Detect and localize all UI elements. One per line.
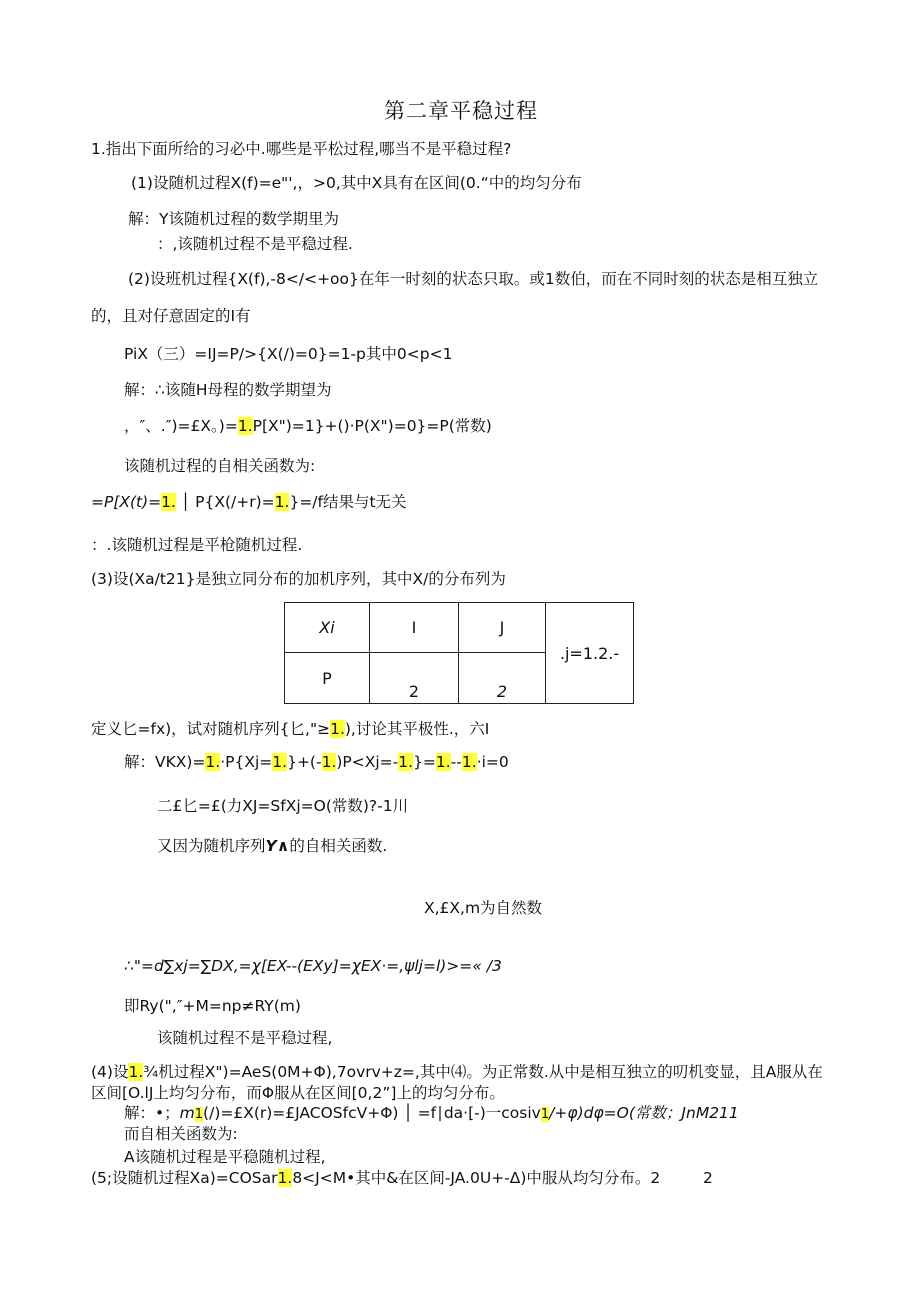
sol-g: ·i=0 <box>476 753 509 771</box>
table-cell: J <box>459 603 546 653</box>
definition-part-b: ),讨论其平极性.，六I <box>344 720 490 738</box>
sol-b: ·P{Xj= <box>220 753 273 771</box>
intro-c: 的自相关函数. <box>289 837 388 855</box>
page-title: 第二章平稳过程 <box>384 99 538 123</box>
part3-conclusion: 该随机过程不是平稳过程, <box>157 1029 333 1047</box>
part3-natural-numbers: X,£X,m为自然数 <box>424 899 543 917</box>
part1-solution-line2: ：,该随机过程不是平稳过程. <box>157 235 353 253</box>
table-cell: I <box>370 603 459 653</box>
stmt-b: 8<J<M•其中&在区间-JA.0U+-Δ)中服从均匀分布。2 <box>292 1169 661 1187</box>
part4-solution <box>124 1103 739 1125</box>
question-1: 1.指出下面所给的习必中.哪些是平松过程,哪当不是平稳过程? <box>91 140 512 158</box>
part5-statement <box>91 1168 660 1188</box>
sol-e: }= <box>413 753 436 771</box>
highlight-mark: 1. <box>161 493 176 511</box>
part4-autocorr-label: 而自相关函数为: <box>124 1125 238 1143</box>
highlight-mark: 1 <box>540 1107 550 1122</box>
distribution-table <box>284 602 634 704</box>
stmt-a: (4)设 <box>91 1063 129 1081</box>
fraction-denominator: 2 <box>496 681 508 701</box>
part2-statement-line2: 的，且对仔意固定的I有 <box>91 307 251 325</box>
auto-part-b: │ P{X(/+r)= <box>175 493 275 511</box>
highlight-mark: 1. <box>330 720 345 738</box>
table-cell: .j=1.2.- <box>546 603 634 704</box>
part4-statement-line2: 区间[O.lJ上均匀分布，而Φ服从在区间[0,2”]上的均匀分布。 <box>91 1084 505 1102</box>
highlight-mark: 1. <box>128 1063 144 1081</box>
fraction-denominator: 2 <box>408 681 420 701</box>
sol-c: /+φ)dφ=O(常数；JnM211 <box>549 1104 739 1122</box>
stmt-b: ¾机过程X")=AeS(0M+Φ),7ovrv+z=,其中⑷。为正常数.从中是相互独立的叨机变显，且A服从在 <box>143 1063 823 1081</box>
auto-part-a: =P[X(t)= <box>91 493 162 511</box>
part3-autocorr-intro <box>157 836 387 856</box>
sol-b: (/)=£X(r)=£JACOSfcV+Φ) │ =f∣da·[-)一cosiv <box>203 1104 541 1122</box>
highlight-mark: 1. <box>237 417 253 435</box>
stmt-a: (5;设随机过程Xa)=COSar <box>91 1169 278 1187</box>
highlight-mark: 1. <box>272 753 288 771</box>
part3-definition <box>91 719 489 739</box>
intro-a: 又因为随机序列 <box>157 837 266 855</box>
definition-part-a: 定义匕=fx)，试对随机序列{匕,"≥ <box>91 720 331 738</box>
auto-part-c: }=/f结果与t无关 <box>289 493 407 511</box>
part4-conclusion: A该随机过程是平稳随机过程, <box>124 1148 326 1166</box>
part2-expectation <box>124 416 492 436</box>
part2-statement-line1: (2)设班机过程{X(f),-8</<+oo}在年一时刻的状态只取。或1数伯，而在不同时刻的状态是相互独立 <box>128 270 819 288</box>
part1-solution-line1: 解：Y该随机过程的数学期里为 <box>128 210 339 228</box>
sol-a: 解：•； <box>124 1104 180 1122</box>
part2-probability: PiX（三）=IJ=P/>{X(/)=0}=1-p其中0<p<1 <box>124 345 453 363</box>
highlight-mark: 1. <box>461 753 477 771</box>
highlight-mark: 1. <box>205 753 221 771</box>
table-cell: P <box>285 653 370 704</box>
highlight-mark: 1. <box>398 753 414 771</box>
intro-b: Y∧ <box>265 837 290 855</box>
part3-ry: 即Ry(",″+M=np≠RY(m) <box>124 997 301 1015</box>
highlight-mark: 1. <box>277 1169 293 1187</box>
table-row <box>285 603 634 653</box>
part5-trailing-digit: 2 <box>703 1169 713 1187</box>
sol-d: )P<Xj=- <box>336 753 399 771</box>
part3-expectation: 二£匕=£(力XJ=SfXj=O(常数)?-1川 <box>157 797 409 815</box>
part3-statement: (3)设(Xa/t21}是独立同分布的加机序列，其中X/的分布列为 <box>91 570 506 588</box>
part2-solution-line1: 解：∴该随H母程的数学期望为 <box>124 381 332 399</box>
sol-c: }+(- <box>287 753 322 771</box>
part4-statement-line1 <box>91 1062 823 1082</box>
expectation-part-a: ，″、.″)=£X。)= <box>124 417 238 435</box>
part3-formula: ∴"=d∑xj=∑DX,=χ[EX--(EXy]=χEX·=,ψlj=l)>=« /3 <box>124 957 502 975</box>
highlight-mark: 1. <box>435 753 451 771</box>
sol-f: -- <box>450 753 462 771</box>
part2-autocorrelation-label: 该随机过程的自相关函数为: <box>124 457 316 475</box>
part2-autocorrelation <box>91 492 407 512</box>
table-cell <box>370 653 459 704</box>
expectation-part-b: P[X")=1}+()·P(X")=0}=P(常数) <box>252 417 492 435</box>
table-cell <box>459 653 546 704</box>
part2-conclusion: ：.该随机过程是平枪随机过程. <box>91 536 303 554</box>
highlight-mark: 1 <box>194 1107 204 1122</box>
highlight-mark: 1. <box>321 753 337 771</box>
highlight-mark: 1. <box>274 493 290 511</box>
sol-a: 解：VKX)= <box>124 753 206 771</box>
table-cell: Xi <box>285 603 370 653</box>
part3-solution <box>124 752 509 772</box>
sol-m: m <box>179 1104 195 1122</box>
part1-statement: (1)设随机过程X(f)=e"',，>0,其中X具有在区间(0.“中的均匀分布 <box>131 174 582 192</box>
